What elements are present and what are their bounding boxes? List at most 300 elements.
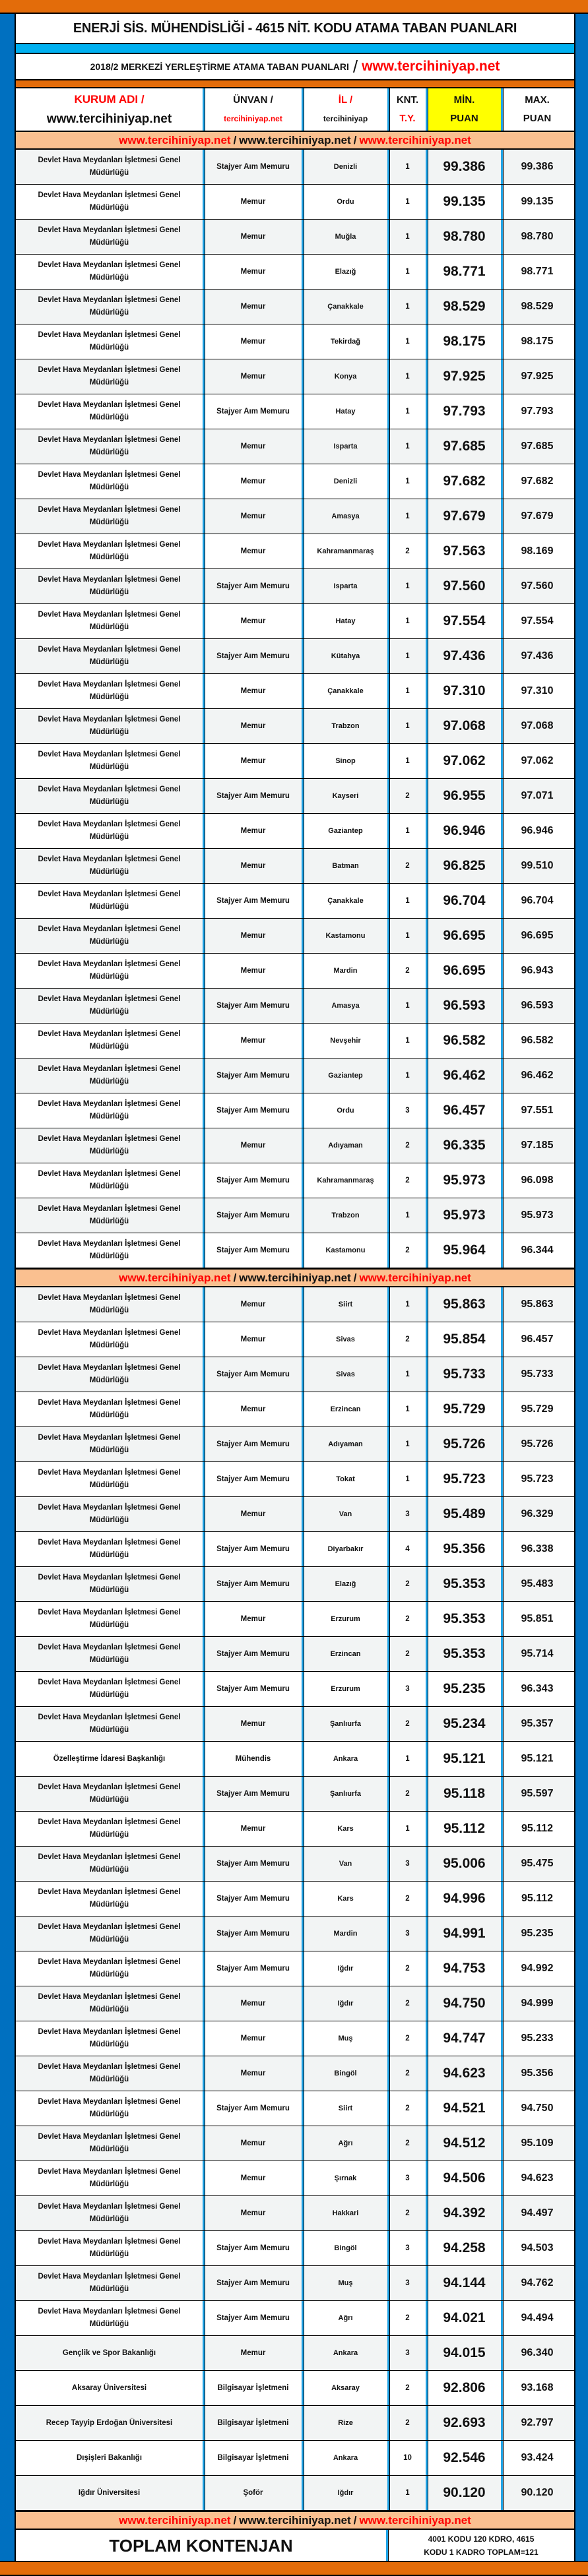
banner-link-2[interactable]: www.tercihiniyap.net [239,2513,351,2527]
cell-unvan: Memur [203,1986,302,2021]
cell-unvan: Stajyer Aım Memuru [203,2231,302,2265]
cell-unvan: Memur [203,324,302,359]
cell-unvan: Stajyer Aım Memuru [203,1567,302,1601]
table-row [16,185,574,220]
cell-il: Erzurum [302,1602,387,1636]
cell-max-puan: 95.723 [501,1462,572,1496]
cell-il: Mardin [302,954,387,988]
table-row [16,534,574,569]
cell-il: Denizli [302,150,387,184]
cell-unvan: Memur [203,499,302,534]
banner-link-1[interactable]: www.tercihiniyap.net [119,2513,231,2527]
cell-il: Konya [302,359,387,394]
cell-min-puan: 95.006 [426,1847,501,1881]
cell-il: Erzincan [302,1637,387,1671]
cell-il: Ankara [302,2336,387,2370]
cell-il: Van [302,1847,387,1881]
table-row [16,1742,574,1777]
header-il-site: tercihiniyap [323,114,368,123]
cell-min-puan: 97.310 [426,674,501,708]
cell-kurum: Devlet Hava Meydanları İşletmesi Genel Müdürlüğü [38,1958,181,1978]
cell-kurum: Devlet Hava Meydanları İşletmesi Genel Müdürlüğü [38,960,181,981]
cell-min-puan: 99.386 [426,150,501,184]
table-row [16,954,574,989]
cell-max-puan: 96.344 [501,1233,572,1268]
cell-unvan: Memur [203,744,302,778]
cell-il: Denizli [302,464,387,499]
cell-kurum: Devlet Hava Meydanları İşletmesi Genel Müdürlüğü [38,1504,181,1524]
table-section-1 [16,150,574,1268]
cell-min-puan: 98.175 [426,324,501,359]
cell-min-puan: 95.356 [426,1532,501,1566]
cell-kurum: Dışişleri Bakanlığı [76,2453,143,2462]
cell-kontenjan: 1 [387,1024,426,1058]
cell-max-puan: 97.310 [501,674,572,708]
cell-kontenjan: 2 [387,1707,426,1741]
cell-min-puan: 96.825 [426,849,501,883]
cell-kontenjan: 1 [387,569,426,603]
cell-min-puan: 96.335 [426,1128,501,1163]
table-row [16,1637,574,1672]
cell-kontenjan: 1 [387,814,426,848]
orange-divider [16,80,574,88]
cell-max-puan: 95.475 [501,1847,572,1881]
table-row [16,1882,574,1917]
cell-max-puan: 96.582 [501,1024,572,1058]
cell-il: Gaziantep [302,814,387,848]
cell-min-puan: 97.682 [426,464,501,499]
cell-kurum: Devlet Hava Meydanları İşletmesi Genel Müdürlüğü [38,1100,181,1120]
cell-max-puan: 95.235 [501,1917,572,1951]
cell-unvan: Memur [203,359,302,394]
cell-kurum: Devlet Hava Meydanları İşletmesi Genel Müdürlüğü [38,820,181,841]
table-row [16,2231,574,2266]
cell-il: Kahramanmaraş [302,1163,387,1198]
cell-max-puan: 96.704 [501,884,572,918]
table-row [16,2126,574,2161]
cell-unvan: Stajyer Aım Memuru [203,1357,302,1392]
table-row [16,2021,574,2056]
cell-il: Iğdır [302,2476,387,2510]
cell-kurum: Devlet Hava Meydanları İşletmesi Genel Müdürlüğü [38,1469,181,1489]
cell-kontenjan: 1 [387,2476,426,2510]
table-row [16,1287,574,1322]
table-row [16,919,574,954]
cell-min-puan: 98.529 [426,290,501,324]
cell-min-puan: 97.925 [426,359,501,394]
table-row [16,2441,574,2476]
cell-il: Kars [302,1812,387,1846]
cyan-divider [16,44,574,54]
cell-max-puan: 96.946 [501,814,572,848]
cell-kurum: Devlet Hava Meydanları İşletmesi Genel Müdürlüğü [38,716,181,736]
cell-kontenjan: 1 [387,1058,426,1093]
cell-il: Trabzon [302,1198,387,1233]
cell-il: Iğdır [302,1951,387,1986]
cell-min-puan: 95.353 [426,1602,501,1636]
cell-min-puan: 94.996 [426,1882,501,1916]
cell-unvan: Memur [203,1707,302,1741]
cell-max-puan: 94.503 [501,2231,572,2265]
cell-max-puan: 97.062 [501,744,572,778]
cell-max-puan: 95.357 [501,1707,572,1741]
table-row [16,674,574,709]
cell-il: Şanlıurfa [302,1707,387,1741]
site-banner-top [16,132,574,150]
table-row [16,1567,574,1602]
cell-min-puan: 96.695 [426,919,501,953]
cell-min-puan: 98.771 [426,255,501,289]
cell-unvan: Memur [203,2021,302,2056]
table-row [16,394,574,429]
header-il-label: İL / [338,94,353,106]
cell-min-puan: 97.560 [426,569,501,603]
cell-min-puan: 96.695 [426,954,501,988]
cell-kontenjan: 2 [387,1567,426,1601]
table-row [16,290,574,324]
cell-kurum: Devlet Hava Meydanları İşletmesi Genel Müdürlüğü [38,681,181,701]
cell-max-puan: 94.623 [501,2161,572,2195]
cell-max-puan: 96.943 [501,954,572,988]
cell-unvan: Memur [203,1602,302,1636]
cell-unvan: Memur [203,2336,302,2370]
cell-max-puan: 95.726 [501,1427,572,1461]
cell-kurum: Devlet Hava Meydanları İşletmesi Genel Müdürlüğü [38,925,181,946]
cell-max-puan: 95.112 [501,1812,572,1846]
cell-kontenjan: 1 [387,1812,426,1846]
cell-kontenjan: 2 [387,1163,426,1198]
cell-il: Hakkari [302,2196,387,2230]
cell-max-puan: 95.233 [501,2021,572,2056]
table-row [16,569,574,604]
cell-kurum: Devlet Hava Meydanları İşletmesi Genel Müdürlüğü [38,2063,181,2083]
cell-unvan: Stajyer Aım Memuru [203,1777,302,1811]
header-knt-label: KNT. [396,94,419,106]
banner-link-3[interactable]: www.tercihiniyap.net [359,1271,471,1284]
cell-kurum: Devlet Hava Meydanları İşletmesi Genel Müdürlüğü [38,1205,181,1225]
cell-il: Adıyaman [302,1128,387,1163]
table-row [16,1951,574,1986]
cell-max-puan: 95.863 [501,1287,572,1322]
table-row [16,2301,574,2336]
cell-kurum: Devlet Hava Meydanları İşletmesi Genel Müdürlüğü [38,2203,181,2223]
cell-min-puan: 94.144 [426,2266,501,2300]
table-row [16,1707,574,1742]
cell-kontenjan: 1 [387,499,426,534]
cell-min-puan: 94.521 [426,2091,501,2126]
banner-link-3[interactable]: www.tercihiniyap.net [359,133,471,146]
cell-min-puan: 96.955 [426,779,501,813]
cell-il: Ankara [302,1742,387,1776]
cell-min-puan: 94.258 [426,2231,501,2265]
cell-kurum: Devlet Hava Meydanları İşletmesi Genel Müdürlüğü [38,995,181,1016]
cell-kontenjan: 1 [387,150,426,184]
cell-unvan: Memur [203,220,302,254]
cell-kurum: Aksaray Üniversitesi [71,2383,147,2392]
cell-il: Kastamonu [302,919,387,953]
table-row [16,255,574,290]
cell-unvan: Memur [203,429,302,464]
cell-min-puan: 94.991 [426,1917,501,1951]
cell-il: Kayseri [302,779,387,813]
cell-il: Kütahya [302,639,387,673]
table-row [16,814,574,849]
cell-min-puan: 96.593 [426,989,501,1023]
cell-il: Erzincan [302,1392,387,1426]
cell-kurum: Devlet Hava Meydanları İşletmesi Genel Müdürlüğü [38,855,181,876]
cell-unvan: Stajyer Aım Memuru [203,394,302,429]
cell-il: Sinop [302,744,387,778]
cell-max-puan: 96.329 [501,1497,572,1531]
cell-il: Van [302,1497,387,1531]
cell-kurum: Devlet Hava Meydanları İşletmesi Genel Müdürlüğü [38,2168,181,2188]
cell-max-puan: 95.729 [501,1392,572,1426]
header-max-label: MAX. [525,94,550,106]
cell-unvan: Stajyer Aım Memuru [203,884,302,918]
cell-il: Kars [302,1882,387,1916]
cell-kontenjan: 2 [387,1986,426,2021]
cell-il: Şırnak [302,2161,387,2195]
cell-min-puan: 90.120 [426,2476,501,2510]
cell-max-puan: 96.338 [501,1532,572,1566]
cell-il: Ağrı [302,2301,387,2335]
cell-kurum: Devlet Hava Meydanları İşletmesi Genel Müdürlüğü [38,2098,181,2118]
cell-kurum: Özelleştirme İdaresi Başkanlığı [53,1754,166,1763]
cell-il: Elazığ [302,255,387,289]
cell-unvan: Mühendis [203,1742,302,1776]
cell-il: Ordu [302,1093,387,1128]
cell-kontenjan: 1 [387,290,426,324]
cell-il: Elazığ [302,1567,387,1601]
cell-min-puan: 95.118 [426,1777,501,1811]
cell-unvan: Stajyer Aım Memuru [203,1198,302,1233]
cell-il: Aksaray [302,2371,387,2405]
table-row [16,2161,574,2196]
table-row [16,2371,574,2406]
cell-il: Çanakkale [302,290,387,324]
cell-min-puan: 95.112 [426,1812,501,1846]
site-banner-middle [16,1268,574,1287]
cell-min-puan: 92.693 [426,2406,501,2440]
cell-il: Kastamonu [302,1233,387,1268]
table-header [16,88,574,132]
cell-unvan: Stajyer Aım Memuru [203,569,302,603]
cell-kurum: Devlet Hava Meydanları İşletmesi Genel Müdürlüğü [38,1294,181,1314]
cell-min-puan: 95.121 [426,1742,501,1776]
cell-unvan: Memur [203,534,302,568]
table-row [16,150,574,185]
table-row [16,2196,574,2231]
cell-min-puan: 94.512 [426,2126,501,2161]
cell-il: Bingöl [302,2056,387,2091]
cell-kontenjan: 1 [387,989,426,1023]
cell-unvan: Memur [203,2126,302,2161]
cell-unvan: Stajyer Aım Memuru [203,1532,302,1566]
table-row [16,1462,574,1497]
cell-il: Kahramanmaraş [302,534,387,568]
table-row [16,1602,574,1637]
table-row [16,2406,574,2441]
cell-min-puan: 95.723 [426,1462,501,1496]
cell-il: Siirt [302,2091,387,2126]
banner-link-1[interactable]: www.tercihiniyap.net [119,133,231,146]
cell-il: Rize [302,2406,387,2440]
cell-max-puan: 99.510 [501,849,572,883]
cell-kontenjan: 2 [387,2196,426,2230]
cell-min-puan: 94.750 [426,1986,501,2021]
cell-kurum: Devlet Hava Meydanları İşletmesi Genel Müdürlüğü [38,646,181,666]
banner-link-2[interactable]: www.tercihiniyap.net [239,133,351,146]
table-row [16,1128,574,1163]
cell-kurum: Devlet Hava Meydanları İşletmesi Genel Müdürlüğü [38,1030,181,1051]
header-unvan-site: tercihiniyap.net [224,114,282,123]
cell-unvan: Memur [203,919,302,953]
score-sheet [15,14,575,2561]
header-kurum-label: KURUM ADI / [74,93,145,106]
cell-kontenjan: 1 [387,884,426,918]
cell-unvan: Stajyer Aım Memuru [203,2266,302,2300]
cell-kurum: Devlet Hava Meydanları İşletmesi Genel Müdürlüğü [38,1609,181,1629]
cell-unvan: Memur [203,604,302,638]
cell-min-puan: 94.506 [426,2161,501,2195]
cell-unvan: Memur [203,464,302,499]
cell-kurum: Devlet Hava Meydanları İşletmesi Genel Müdürlüğü [38,785,181,806]
cell-kontenjan: 2 [387,849,426,883]
cell-unvan: Memur [203,954,302,988]
table-row [16,1672,574,1707]
header-il [302,88,387,131]
cell-kontenjan: 1 [387,394,426,429]
cell-kontenjan: 1 [387,1742,426,1776]
cell-il: Siirt [302,1287,387,1322]
header-unvan [203,88,302,131]
cell-kontenjan: 2 [387,2091,426,2126]
cell-kurum: Devlet Hava Meydanları İşletmesi Genel Müdürlüğü [38,751,181,771]
cell-kontenjan: 2 [387,1233,426,1268]
cell-kurum: Devlet Hava Meydanları İşletmesi Genel Müdürlüğü [38,296,181,317]
cell-unvan: Stajyer Aım Memuru [203,1233,302,1268]
cell-il: Muş [302,2021,387,2056]
site-banner-bottom [16,2511,574,2530]
cell-kurum: Devlet Hava Meydanları İşletmesi Genel Müdürlüğü [38,1643,181,1664]
cell-kurum: Recep Tayyip Erdoğan Üniversitesi [46,2418,173,2427]
cell-kontenjan: 1 [387,919,426,953]
table-row [16,639,574,674]
cell-min-puan: 96.704 [426,884,501,918]
banner-separator: / [233,2513,237,2527]
cell-max-puan: 96.340 [501,2336,572,2370]
cell-kurum: Devlet Hava Meydanları İşletmesi Genel Müdürlüğü [38,1539,181,1559]
cell-kurum: Devlet Hava Meydanları İşletmesi Genel Müdürlüğü [38,576,181,596]
cell-kontenjan: 3 [387,1093,426,1128]
cell-max-puan: 94.999 [501,1986,572,2021]
cell-max-puan: 99.386 [501,150,572,184]
cell-min-puan: 96.582 [426,1024,501,1058]
cell-unvan: Memur [203,1812,302,1846]
cell-unvan: Memur [203,290,302,324]
cell-max-puan: 96.098 [501,1163,572,1198]
cell-max-puan: 97.685 [501,429,572,464]
subtitle [16,54,574,80]
cell-kontenjan: 2 [387,2406,426,2440]
cell-kontenjan: 10 [387,2441,426,2475]
table-row [16,1812,574,1847]
cell-kontenjan: 1 [387,639,426,673]
cell-unvan: Memur [203,674,302,708]
cell-max-puan: 95.112 [501,1882,572,1916]
cell-kurum: Devlet Hava Meydanları İşletmesi Genel Müdürlüğü [38,1853,181,1874]
header-ty-label: T.Y. [399,113,416,124]
table-row [16,604,574,639]
table-row [16,2091,574,2126]
subtitle-separator: / [352,56,358,77]
cell-min-puan: 97.554 [426,604,501,638]
banner-separator: / [233,1271,237,1284]
subtitle-site-link[interactable]: www.tercihiniyap.net [362,59,500,74]
cell-kurum: Devlet Hava Meydanları İşletmesi Genel Müdürlüğü [38,2308,181,2328]
cell-unvan: Stajyer Aım Memuru [203,639,302,673]
cell-kontenjan: 3 [387,1672,426,1706]
cell-kontenjan: 2 [387,2301,426,2335]
cell-min-puan: 95.863 [426,1287,501,1322]
cell-kontenjan: 4 [387,1532,426,1566]
cell-max-puan: 97.925 [501,359,572,394]
banner-separator: / [353,2513,357,2527]
banner-separator: / [353,1271,357,1284]
header-max-puan-label: PUAN [523,113,552,124]
header-min-label: MİN. [453,94,475,106]
cell-il: Şanlıurfa [302,1777,387,1811]
cell-kurum: Devlet Hava Meydanları İşletmesi Genel Müdürlüğü [38,156,181,177]
cell-il: Isparta [302,429,387,464]
cell-max-puan: 97.560 [501,569,572,603]
cell-kurum: Devlet Hava Meydanları İşletmesi Genel Müdürlüğü [38,436,181,456]
cell-min-puan: 97.563 [426,534,501,568]
cell-min-puan: 95.234 [426,1707,501,1741]
cell-kontenjan: 1 [387,324,426,359]
banner-link-3[interactable]: www.tercihiniyap.net [359,2513,471,2527]
cell-kontenjan: 2 [387,779,426,813]
cell-min-puan: 95.353 [426,1637,501,1671]
total-quota-note-line2: KODU 1 KADRO TOPLAM=121 [424,2548,539,2557]
cell-kurum: Devlet Hava Meydanları İşletmesi Genel Müdürlüğü [38,2238,181,2258]
cell-kontenjan: 1 [387,1427,426,1461]
cell-min-puan: 94.021 [426,2301,501,2335]
cell-unvan: Memur [203,1024,302,1058]
top-orange-bar [0,0,588,14]
banner-link-1[interactable]: www.tercihiniyap.net [119,1271,231,1284]
cell-kontenjan: 2 [387,1128,426,1163]
table-row [16,1777,574,1812]
cell-kurum: Devlet Hava Meydanları İşletmesi Genel Müdürlüğü [38,2133,181,2153]
cell-max-puan: 94.494 [501,2301,572,2335]
cell-max-puan: 95.109 [501,2126,572,2161]
cell-max-puan: 93.424 [501,2441,572,2475]
banner-link-2[interactable]: www.tercihiniyap.net [239,1271,351,1284]
cell-min-puan: 92.546 [426,2441,501,2475]
cell-max-puan: 97.793 [501,394,572,429]
cell-kontenjan: 1 [387,1198,426,1233]
table-row [16,779,574,814]
header-kurum-site: www.tercihiniyap.net [46,112,172,126]
cell-kontenjan: 1 [387,709,426,743]
cell-min-puan: 95.726 [426,1427,501,1461]
cell-min-puan: 98.780 [426,220,501,254]
cell-il: Batman [302,849,387,883]
table-row [16,429,574,464]
cell-il: Bingöl [302,2231,387,2265]
cell-kontenjan: 1 [387,1357,426,1392]
